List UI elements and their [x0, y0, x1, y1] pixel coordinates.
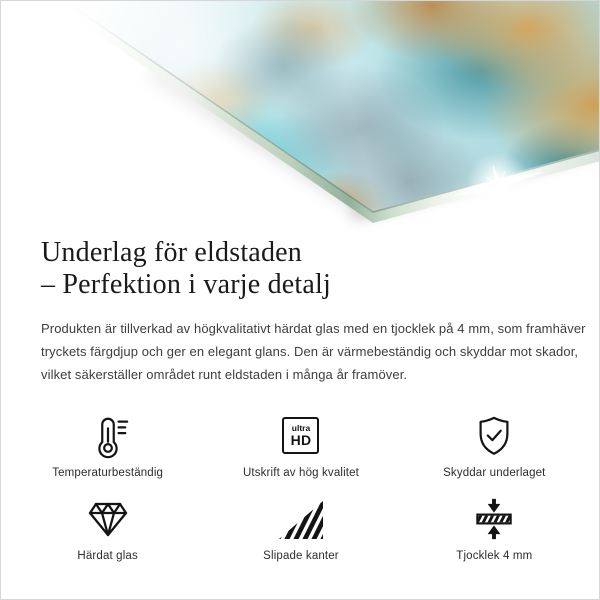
intro-paragraph [41, 317, 600, 386]
feature-item-temperature [11, 413, 204, 479]
feature-item-protection [398, 413, 591, 479]
sparkle-icon [443, 154, 553, 214]
ultra-hd-icon-text: HD [290, 432, 312, 449]
feature-item-polished-edges [204, 496, 397, 562]
intro-line: Produkten är tillverkad av högkvalitativt härdat glas med en tjocklek på 4 mm, som framhäver [41, 320, 586, 336]
feature-item-print-quality [204, 413, 397, 479]
beveled-edges-icon [279, 496, 323, 542]
feature-label: Härdat glas [77, 549, 138, 562]
intro-line: vilket säkerställer området runt eldstaden i många år framöver. [41, 366, 408, 382]
feature-item-thickness [398, 496, 591, 562]
page-title [41, 237, 600, 302]
feature-label: Utskrift av hög kvalitet [242, 466, 360, 479]
ultra-hd-icon [282, 413, 319, 459]
diamond-icon [85, 496, 131, 542]
thermometer-icon [86, 413, 130, 459]
intro-line: tryckets färgdjup och ger en elegant glans. Den är värmebeständig och skyddar mot skador, [41, 343, 579, 359]
product-description-section [1, 233, 600, 562]
shield-check-icon [472, 413, 516, 459]
title-line-1: Underlag för eldstaden [41, 237, 302, 268]
feature-item-tempered-glass [11, 496, 204, 562]
feature-label: Tjocklek 4 mm [456, 549, 533, 562]
product-image [1, 1, 600, 233]
ultra-hd-icon-text: ultra [291, 423, 311, 434]
feature-label: Temperaturbeständig [52, 466, 164, 479]
feature-label: Slipade kanter [263, 549, 339, 562]
feature-label: Skyddar underlaget [443, 466, 546, 479]
features-grid [1, 413, 600, 562]
thickness-icon [472, 496, 516, 542]
title-line-2: – Perfektion i varje detalj [41, 269, 331, 301]
